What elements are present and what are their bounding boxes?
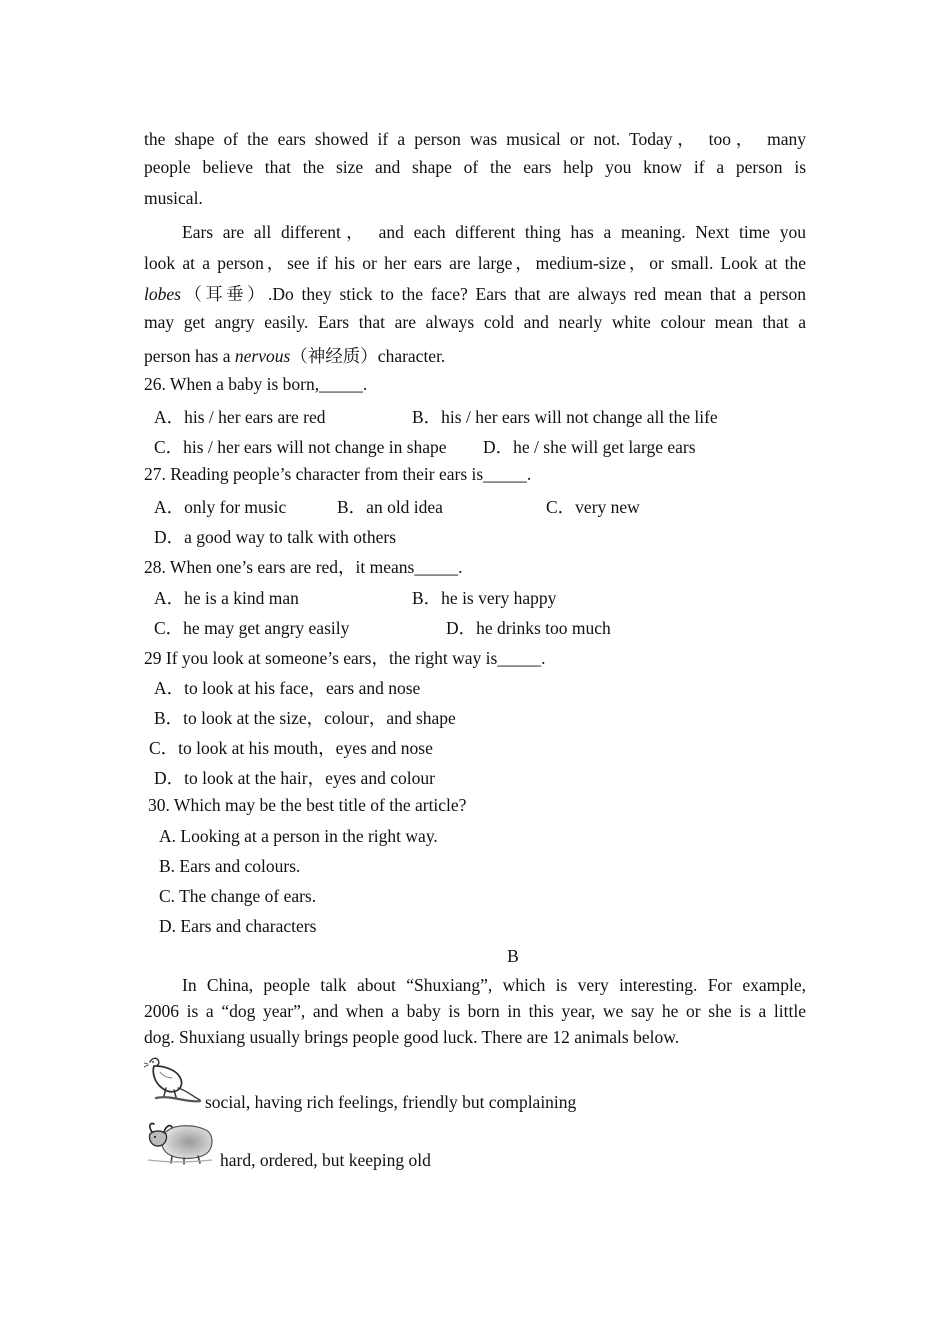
passage-a-line [144,281,806,306]
question-30-stem: 30. Which may be the best title of the article? [148,795,467,815]
ox-icon [144,1118,216,1166]
question-29-option-d: D．to look at the hair，eyes and colour [154,768,435,788]
question-26-option-c: C．his / her ears will not change in shape [154,437,447,457]
passage-a-line: musical. [144,188,203,208]
question-26-option-a: A．his / her ears are red [154,407,326,427]
line-text: （神经质）character. [290,346,446,366]
question-27-option-c: C．very new [546,497,640,517]
passage-a-line: may get angry easily. Ears that are always cold and nearly white colour mean that a [144,312,806,332]
question-30-option-a: A. Looking at a person in the right way. [159,826,438,846]
question-27-option-a: A．only for music [154,497,287,517]
question-29-option-b: B．to look at the size，colour，and shape [154,708,456,728]
question-29-option-a: A．to look at his face，ears and nose [154,678,421,698]
question-27-option-b: B．an old idea [337,497,443,517]
question-27-option-d: D．a good way to talk with others [154,527,397,547]
line-text: （耳垂）.Do they stick to the face? Ears that are always red mean that a person [180,284,806,304]
section-b-intro-line: dog. Shuxiang usually brings people good luck. There are 12 animals below. [144,1027,680,1047]
rat-icon [144,1052,202,1108]
section-b-intro-line: In China, people talk about “Shuxiang”, which is very interesting. For example, [182,975,806,995]
passage-a-line [144,343,445,368]
section-b-heading: B [507,946,519,966]
question-29-option-c: C．to look at his mouth，eyes and nose [149,738,433,758]
question-30-option-b: B. Ears and colours. [159,856,301,876]
question-27-stem: 27. Reading people’s character from their ears is_____. [144,464,532,484]
italic-word: nervous [234,346,291,366]
question-28-option-a: A．he is a kind man [154,588,299,608]
question-26-option-d: D．he / she will get large ears [483,437,696,457]
passage-a-line: the shape of the ears showed if a person was musical or not. Today， too， many [144,129,806,149]
question-28-option-d: D．he drinks too much [446,618,611,638]
question-26-option-b: B．his / her ears will not change all the life [412,407,718,427]
italic-word: lobes [144,284,181,304]
section-b-intro-line: 2006 is a “dog year”, and when a baby is born in this year, we say he or she is a little [144,1001,806,1021]
question-28-stem: 28. When one’s ears are red，it means_____. [144,557,463,577]
animal-trait-rat: social, having rich feelings, friendly but complaining [205,1092,577,1112]
question-28-option-b: B．he is very happy [412,588,557,608]
question-26-stem: 26. When a baby is born,_____. [144,374,368,394]
question-30-option-d: D. Ears and characters [159,916,317,936]
passage-a-line: people believe that the size and shape of the ears help you know if a person is [144,157,806,177]
question-29-stem: 29 If you look at someone’s ears，the right way is_____. [144,648,546,668]
question-28-option-c: C．he may get angry easily [154,618,350,638]
line-text: person has a [144,346,235,366]
question-30-option-c: C. The change of ears. [159,886,317,906]
animal-trait-ox: hard, ordered, but keeping old [220,1150,431,1170]
passage-a-line: Ears are all different， and each different thing has a meaning. Next time you [182,222,806,242]
passage-a-line: look at a person，see if his or her ears are large，medium-size，or small. Look at the [144,253,806,273]
